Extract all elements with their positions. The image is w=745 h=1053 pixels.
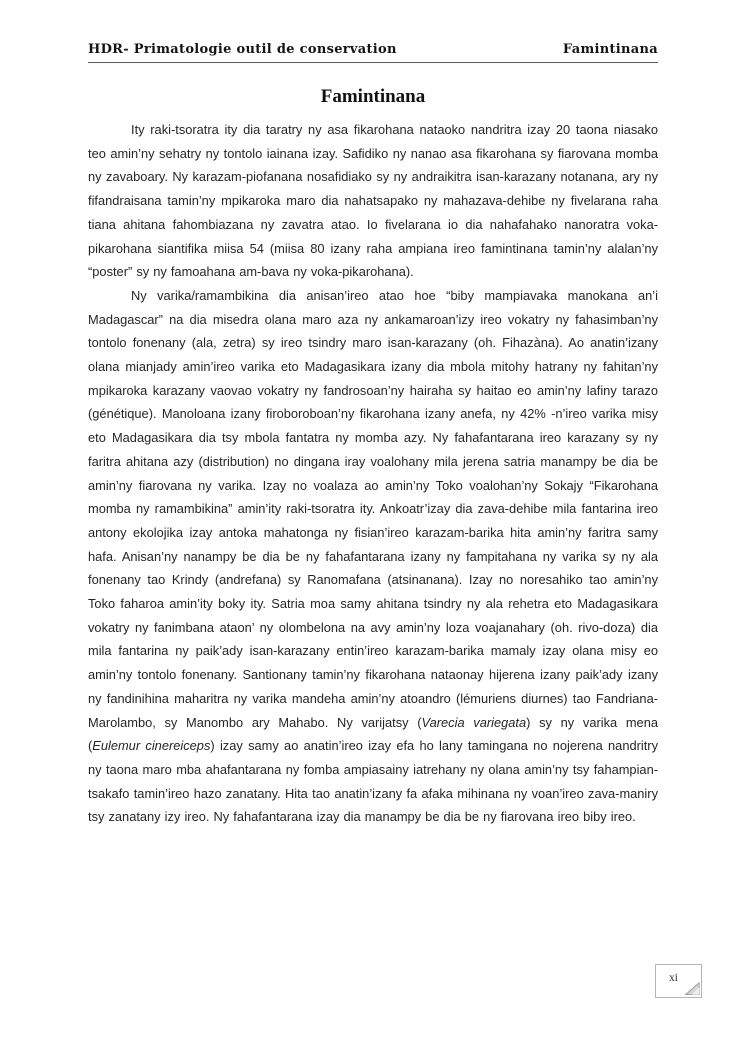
page-title: Famintinana xyxy=(320,86,426,107)
paragraph-1: Ity raki-tsoratra ity dia taratry ny asa fikarohana nataoko nandritra izay 20 taona niasako teo amin’ny sehatry ny tontolo iainana izay. Safidiko ny nanao asa fikarohana sy fiarovana momba ny zavaboary. Ny karazam-piofanana nosafidiako sy ny andraikitra isan-karazany notanana, ary ny fifandraisana tamin’ny mpikaroka maro dia nahatsapako ny mahazava-dehibe ny fivelarana raha tiana ahitana fahombiazana ny zavatra atao. Io fivelarana io dia nahafahako nanoratra voka-pikarohana siantifika miisa 54 (miisa 80 izany raha ampiana ireo famintinana tamin’ny alalan’ny “poster” sy ny famoahana am-bava ny voka-pikarohana). xyxy=(88,122,658,280)
page-number: xi xyxy=(669,972,678,984)
header-right-text: Famintinana xyxy=(562,42,658,57)
header-left-text: HDR- Primatologie outil de conservation xyxy=(88,42,397,57)
folded-corner-icon xyxy=(684,982,700,996)
paragraph-2: Ny varika/ramambikina dia anisan’ireo atao hoe “biby mampiavaka manokana an’i Madagascar” na dia misedra olana maro aza ny ankamaroan’izy ireo vokatry ny fahasimban’ny tontolo fonenany (ala, zetra) sy ireo tsindry maro isan-karazany (oh. Fihazàna). Ao anatin’izany olana mianjady amin’ireo varika eto Madagasikara izany dia mbola mitohy hatrany ny fahitan’ny mpikaroka karazany vaovao vokatry ny fandrosoan’ny hairaha sy haitao eo amin’ny lafiny tarazo (génétique). Manoloana izany firoboroboan’ny fikarohana izany anefa, ny 42% -n’ireo varika misy eto Madagasikara dia tsy mbola fantatra ny momba azy. Ny fahafantarana ireo karazany sy ny faritra ahitana azy (distribution) no dingana iray voalohany mila jerena satria manampy be dia be amin’ny fiarovana ny varika. Izay no voalaza ao amin’ny Toko voalohan’ny Sokajy “Fikarohana momba ny ramambikina” amin’ity raki-tsoratra ity. Ankoatr’izay dia zava-dehibe mila fantarina ireo antony ekolojika izay antoka mahatonga ny fisian’ireo karazam-barika hita amin’ny faritra samy hafa. Anisan’ny nanampy be dia be ny fahafantarana izany ny fampitahana ny varika sy ny ala fonenany tao Krindy (andrefana) sy Ranomafana (atsinanana). Izay no noresahiko tao amin’ny Toko faharoa amin’ity boky ity. Satria moa samy ahitana tsindry ny ala rehetra eto Madagasikara vokatry ny fanimbana ataon’ ny olombelona na avy amin’ny loza voajanahary (oh. rivo-doza) dia mila fantarina ny paik’ady isan-karazany entin’ireo karazam-barika mamaly izay olana misy eo amin’ny tontolo fonenany. Santionany tamin’ny fikarohana nataonay hijerena izany paik’ady izany ny fandinihina maharitra ny varika mandeha amin’ny atoandro (lémuriens diurnes) tao Fandriana-Marolambo, sy Manombo ary Mahabo. Ny varijatsy (Varecia variegata) sy ny varika mena (Eulemur cinereiceps) izay samy ao anatin’ireo izay efa ho lany tamingana no nojerena nandritry ny taona maro mba ahafantarana ny fomba ampiasainy iatrehany ny olana amin’ny tsy fahampian-tsakafo tamin’ireo hazo zanatany. Hita tao anatin’izany fa afaka mihinana ny voan’ireo zava-maniry tsy zanatany izy ireo. Ny fahafantarana izay dia manampy be dia be ny fiarovana ireo biby ireo. xyxy=(88,287,658,825)
page-number-box xyxy=(655,964,702,998)
running-header xyxy=(88,0,658,63)
